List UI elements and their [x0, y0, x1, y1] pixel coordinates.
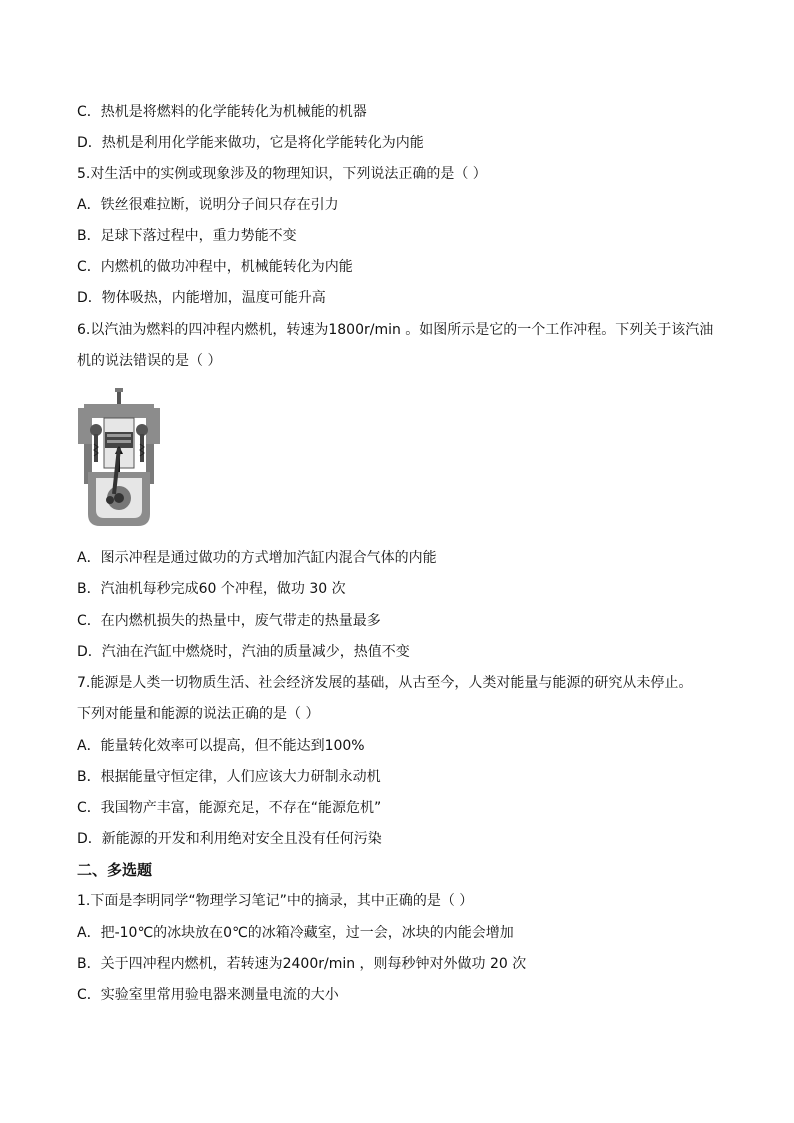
- question-6-stem-line-1: 6.以汽油为燃料的四冲程内燃机，转速为1800r/min 。如图所示是它的一个工作冲程。下列关于该汽油: [77, 322, 714, 338]
- question-6-stem-line-2: 机的说法错误的是（ ）: [77, 353, 222, 369]
- question-5-option-d: D．物体吸热，内能增加，温度可能升高: [77, 290, 326, 306]
- engine-diagram: [74, 386, 164, 532]
- option-c-heat-engine: C．热机是将燃料的化学能转化为机械能的机器: [77, 104, 367, 120]
- question-6-option-d: D．汽油在汽缸中燃烧时，汽油的质量减少，热值不变: [77, 644, 410, 660]
- question-7-option-b: B．根据能量守恒定律，人们应该大力研制永动机: [77, 769, 381, 785]
- question-6-option-b: B．汽油机每秒完成60 个冲程，做功 30 次: [77, 581, 346, 597]
- multi-question-1-option-a: A．把-10℃的冰块放在0℃的冰箱冷藏室，过一会，冰块的内能会增加: [77, 925, 514, 941]
- question-7-option-a: A．能量转化效率可以提高，但不能达到100%: [77, 738, 365, 754]
- question-7-stem-line-1: 7.能源是人类一切物质生活、社会经济发展的基础，从古至今，人类对能量与能源的研究从未停止。: [77, 675, 693, 691]
- question-5-option-a: A．铁丝很难拉断，说明分子间只存在引力: [77, 197, 339, 213]
- multi-question-1-option-b: B．关于四冲程内燃机，若转速为2400r/min ，则每秒钟对外做功 20 次: [77, 956, 527, 972]
- question-6-option-a: A．图示冲程是通过做功的方式增加汽缸内混合气体的内能: [77, 550, 437, 566]
- question-5-option-b: B．足球下落过程中，重力势能不变: [77, 228, 297, 244]
- question-7-option-c: C．我国物产丰富，能源充足，不存在“能源危机”: [77, 800, 382, 816]
- section-heading-multiple-choice: 二、多选题: [77, 861, 153, 879]
- question-5-option-c: C．内燃机的做功冲程中，机械能转化为内能: [77, 259, 353, 275]
- multi-question-1-option-c: C．实验室里常用验电器来测量电流的大小: [77, 987, 339, 1003]
- question-6-option-c: C．在内燃机损失的热量中，废气带走的热量最多: [77, 613, 381, 629]
- question-7-stem-line-2: 下列对能量和能源的说法正确的是（ ）: [77, 706, 320, 722]
- question-5-stem: 5.对生活中的实例或现象涉及的物理知识，下列说法正确的是（ ）: [77, 166, 487, 182]
- question-7-option-d: D．新能源的开发和利用绝对安全且没有任何污染: [77, 831, 382, 847]
- multi-question-1-stem: 1.下面是李明同学“物理学习笔记”中的摘录，其中正确的是（ ）: [77, 893, 474, 909]
- option-d-heat-engine: D．热机是利用化学能来做功，它是将化学能转化为内能: [77, 135, 424, 151]
